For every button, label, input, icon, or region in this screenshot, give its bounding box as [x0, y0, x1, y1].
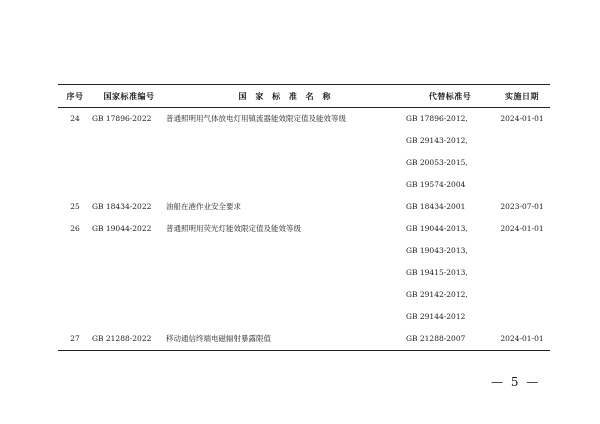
replaced-standard: GB 19043-2013, — [406, 246, 468, 255]
row-replaces — [406, 328, 494, 351]
header-replaces: 代替标准号 — [406, 85, 494, 108]
row-standard-number: GB 18434-2022 — [92, 202, 152, 211]
row-effective-date: 2024-01-01 — [500, 224, 544, 233]
table-row — [58, 196, 550, 218]
row-standard-number: GB 19044-2022 — [92, 224, 152, 233]
row-effective-date: 2024-01-01 — [500, 114, 544, 123]
replaced-standard: GB 29143-2012, — [406, 136, 468, 145]
table-row — [58, 328, 550, 351]
replaced-standard: GB 17896-2012, — [406, 114, 468, 123]
row-replaces — [406, 108, 494, 197]
replaced-standard: GB 18434-2001 — [406, 202, 466, 211]
row-seq: 27 — [58, 328, 92, 351]
table-header-row — [58, 85, 550, 108]
replaced-standard: GB 21288-2007 — [406, 334, 466, 343]
row-effective-date: 2023-07-01 — [500, 202, 544, 211]
row-standard-number: GB 21288-2022 — [92, 328, 166, 351]
header-seq: 序号 — [58, 85, 92, 108]
header-standard-name: 国 家 标 准 名 称 — [166, 85, 406, 108]
row-effective-date: 2024-01-01 — [494, 328, 550, 351]
table-body — [58, 108, 550, 351]
row-standard-name: 普通照明用气体放电灯用镇流器能效限定值及能效等级 — [166, 114, 346, 123]
header-effective-date: 实施日期 — [494, 85, 550, 108]
row-replaces — [406, 196, 494, 218]
replaced-standard: GB 29144-2012 — [406, 312, 466, 321]
table-row — [58, 108, 550, 197]
standards-table — [58, 84, 550, 351]
table-row — [58, 218, 550, 328]
row-standard-name: 普通照明用荧光灯能效限定值及能效等级 — [166, 224, 301, 233]
replaced-standard: GB 20053-2015, — [406, 158, 468, 167]
replaced-standard: GB 19044-2013, — [406, 224, 468, 233]
row-standard-number: GB 17896-2022 — [92, 114, 152, 123]
header-standard-number: 国家标准编号 — [92, 85, 166, 108]
row-standard-name: 移动通信终端电磁辐射暴露限值 — [166, 328, 406, 351]
replaced-standard: GB 19415-2013, — [406, 268, 468, 277]
page-number: — 5 — — [491, 375, 541, 389]
replaced-standard: GB 19574-2004 — [406, 180, 466, 189]
row-seq: 24 — [70, 114, 80, 123]
row-seq: 25 — [70, 202, 80, 211]
row-seq: 26 — [70, 224, 80, 233]
row-standard-name: 油船在港作业安全要求 — [166, 202, 241, 211]
row-replaces — [406, 218, 494, 328]
replaced-standard: GB 29142-2012, — [406, 290, 468, 299]
